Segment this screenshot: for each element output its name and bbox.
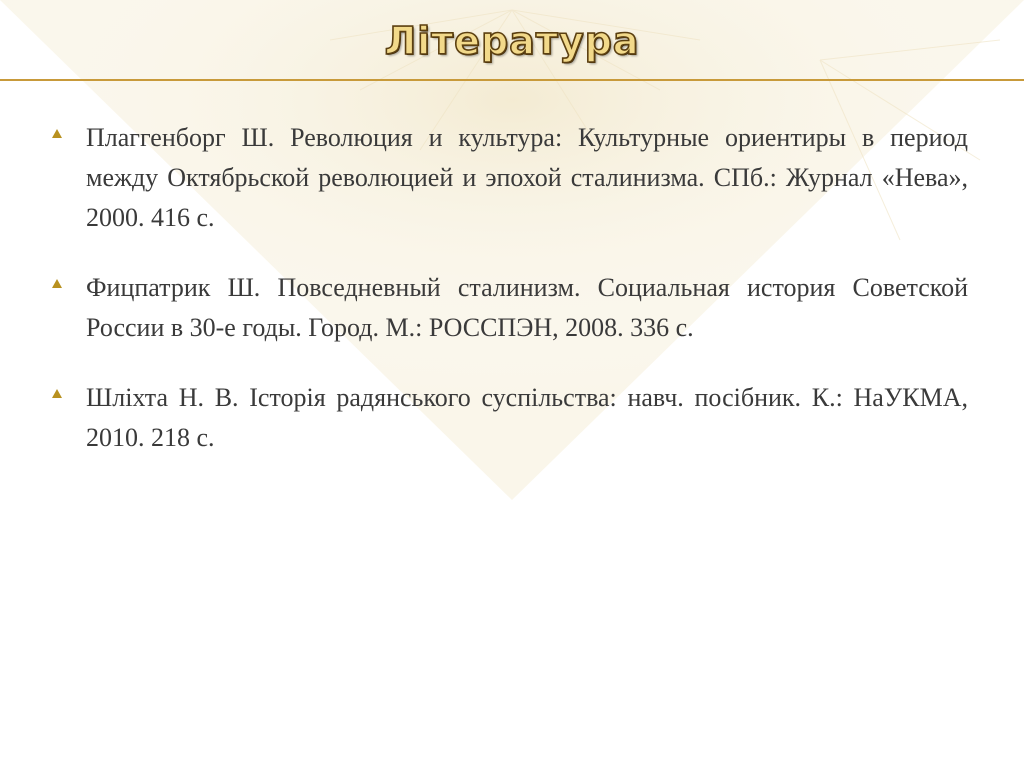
triangle-bullet-icon xyxy=(52,279,62,288)
reference-text: Фицпатрик Ш. Повседневный сталинизм. Социальная история Советской России в 30-е годы. Город. М.: РОССПЭН, 2008. 336 с. xyxy=(86,273,968,342)
reference-text: Плаггенборг Ш. Революция и культура: Культурные ориентиры в период между Октябрьской революцией и эпохой сталинизма. СПб.: Журнал «Нева», 2000. 416 с. xyxy=(86,123,968,232)
reference-item xyxy=(48,118,968,238)
references-list xyxy=(48,118,968,488)
title-divider xyxy=(0,79,1024,81)
triangle-bullet-icon xyxy=(52,129,62,138)
triangle-bullet-icon xyxy=(52,389,62,398)
reference-text: Шліхта Н. В. Історія радянського суспільства: навч. посібник. К.: НаУКМА, 2010. 218 с. xyxy=(86,383,968,452)
reference-item xyxy=(48,378,968,458)
reference-item xyxy=(48,268,968,348)
slide-title: Література xyxy=(384,19,640,63)
